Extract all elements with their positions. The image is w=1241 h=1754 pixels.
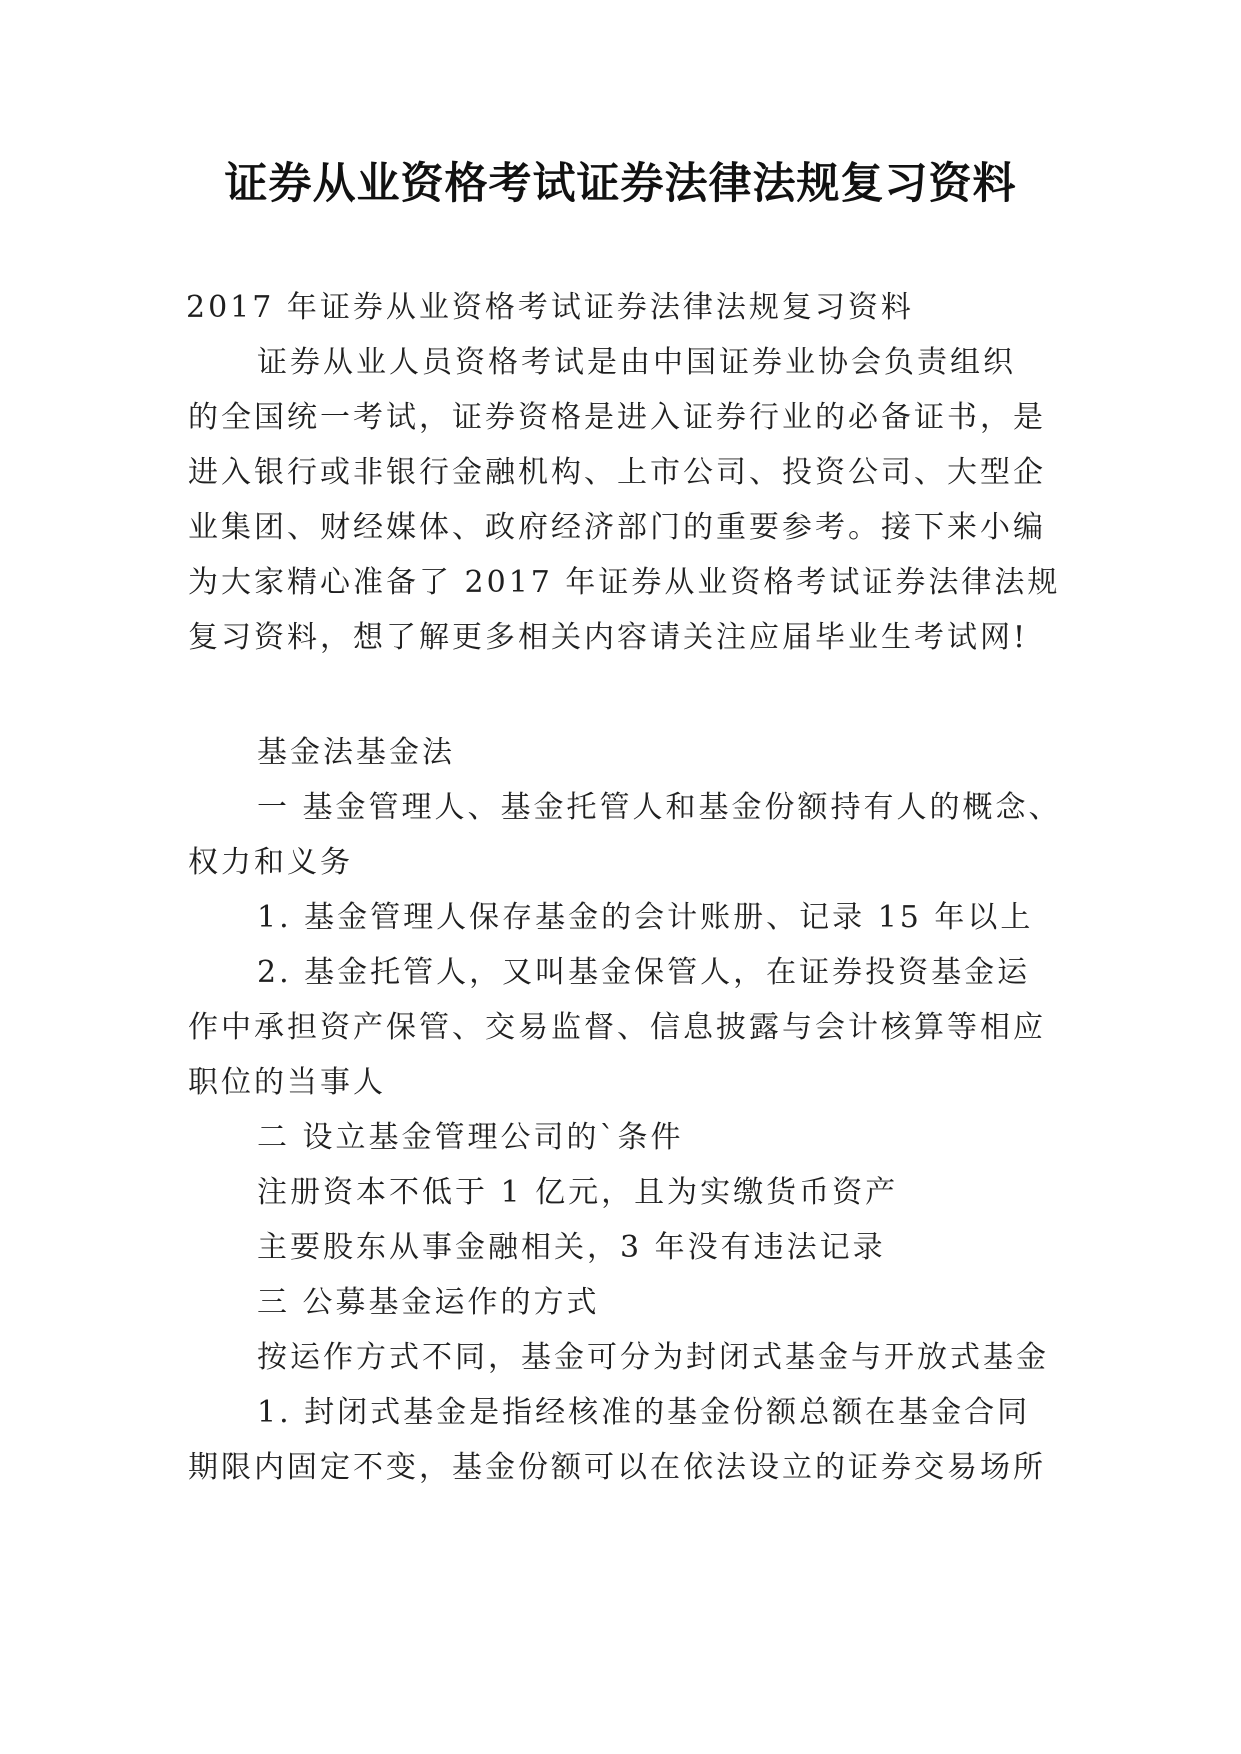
list-item: 1. 基金管理人保存基金的会计账册、记录 15 年以上	[257, 900, 1034, 935]
document-title: 证券从业资格考试证券法律法规复习资料	[224, 159, 1017, 209]
paragraph-line: 为大家精心准备了 2017 年证券从业资格考试证券法律法规	[188, 565, 1061, 600]
paragraph-line: 复习资料，想了解更多相关内容请关注应届毕业生考试网!	[188, 620, 1029, 655]
paragraph-line: 权力和义务	[188, 845, 353, 880]
paragraph-line: 注册资本不低于 1 亿元，且为实缴货币资产	[257, 1175, 899, 1210]
section-heading: 基金法基金法	[257, 735, 455, 770]
paragraph-line: 作中承担资产保管、交易监督、信息披露与会计核算等相应	[188, 1010, 1046, 1045]
paragraph-line: 期限内固定不变，基金份额可以在依法设立的证券交易场所	[188, 1450, 1046, 1485]
paragraph-line: 主要股东从事金融相关，3 年没有违法记录	[257, 1230, 886, 1265]
section-heading-numbered: 一 基金管理人、基金托管人和基金份额持有人的概念、	[257, 790, 1062, 825]
paragraph-line: 的全国统一考试，证券资格是进入证券行业的必备证书，是	[188, 400, 1046, 435]
paragraph-line: 按运作方式不同，基金可分为封闭式基金与开放式基金	[257, 1340, 1049, 1375]
paragraph-line: 进入银行或非银行金融机构、上市公司、投资公司、大型企	[188, 455, 1046, 490]
list-item: 2. 基金托管人，又叫基金保管人，在证券投资基金运	[257, 955, 1031, 990]
paragraph-line: 业集团、财经媒体、政府经济部门的重要参考。接下来小编	[188, 510, 1046, 545]
paragraph-line: 职位的当事人	[188, 1065, 386, 1100]
paragraph-line-intro-title: 2017 年证券从业资格考试证券法律法规复习资料	[186, 290, 914, 325]
paragraph-line: 证券从业人员资格考试是由中国证券业协会负责组织	[257, 345, 1016, 380]
section-heading-numbered: 二 设立基金管理公司的`条件	[257, 1120, 684, 1155]
list-item: 1. 封闭式基金是指经核准的基金份额总额在基金合同	[257, 1395, 1031, 1430]
section-heading-numbered: 三 公募基金运作的方式	[257, 1285, 600, 1320]
